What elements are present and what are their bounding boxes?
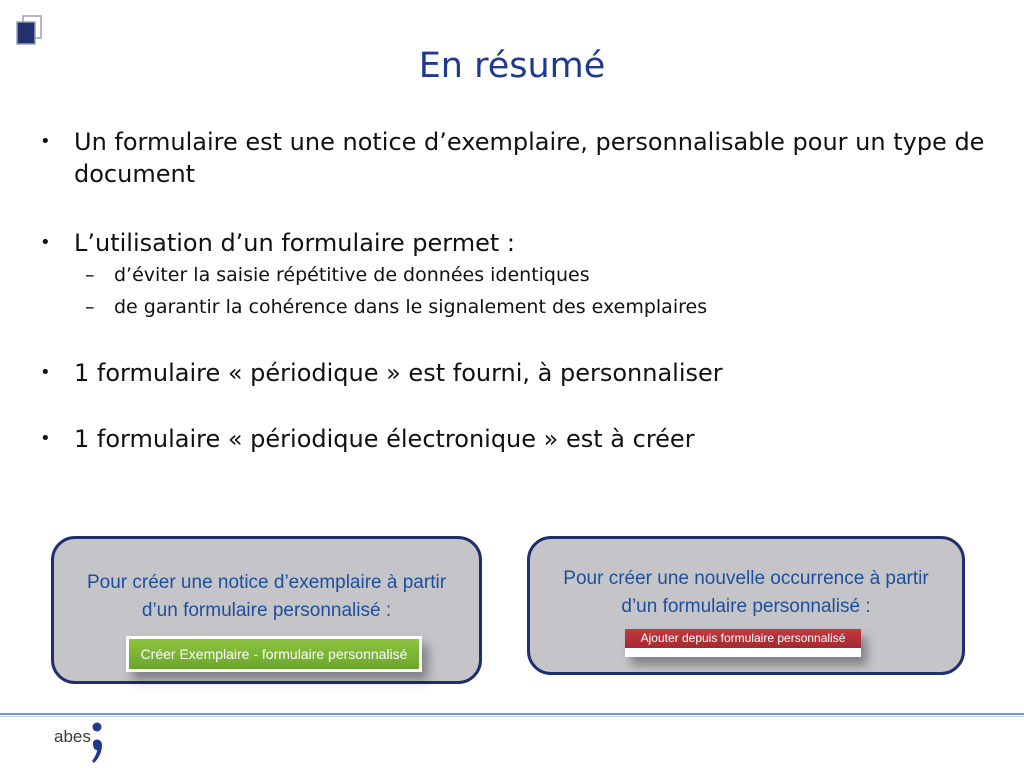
sub-bullet-text: de garantir la cohérence dans le signalement des exemplaires	[114, 296, 708, 318]
bullet-item	[40, 227, 990, 259]
sub-bullet-dash: –	[85, 296, 95, 318]
add-from-custom-form-button[interactable]	[625, 629, 861, 657]
bullet-text: 1 formulaire « périodique » est fourni, à personnaliser	[74, 359, 723, 387]
bullet-dot: •	[40, 428, 51, 449]
create-item-custom-form-button[interactable]	[126, 636, 422, 672]
bullet-text: L’utilisation d’un formulaire permet :	[74, 229, 516, 257]
callout-add-occurrence	[527, 536, 965, 675]
bullet-item	[40, 357, 990, 389]
semicolon-logo-icon	[88, 718, 108, 766]
sub-bullet-item	[40, 259, 990, 291]
abes-logo	[54, 718, 114, 766]
bullet-item	[40, 126, 990, 190]
sub-bullet-dash: –	[85, 264, 95, 286]
footer-divider-light	[0, 716, 1024, 717]
button-label: Ajouter depuis formulaire personnalisé	[625, 629, 861, 648]
bullet-dot: •	[40, 362, 51, 383]
bullet-text: Un formulaire est une notice d’exemplaire, personnalisable pour un type de document	[74, 128, 985, 188]
bullet-list	[40, 126, 990, 455]
callout-create-item	[51, 536, 482, 684]
sub-bullet-text: d’éviter la saisie répétitive de données identiques	[114, 264, 590, 286]
callout-text: Pour créer une notice d’exemplaire à partir d’un formulaire personnalisé :	[86, 572, 447, 621]
bullet-dot: •	[40, 232, 51, 253]
footer-divider	[0, 713, 1024, 715]
button-label: Créer Exemplaire - formulaire personnalisé	[129, 639, 419, 669]
logo-text: abes	[54, 727, 91, 746]
callout-text: Pour créer une nouvelle occurrence à partir d’un formulaire personnalisé :	[563, 568, 929, 617]
bullet-item	[40, 423, 990, 455]
bullet-text: 1 formulaire « périodique électronique » est à créer	[74, 425, 695, 453]
slide-corner-icon	[15, 14, 43, 46]
page-title: En résumé	[418, 46, 606, 86]
bullet-dot: •	[40, 131, 51, 152]
sub-bullet-item	[40, 291, 990, 323]
